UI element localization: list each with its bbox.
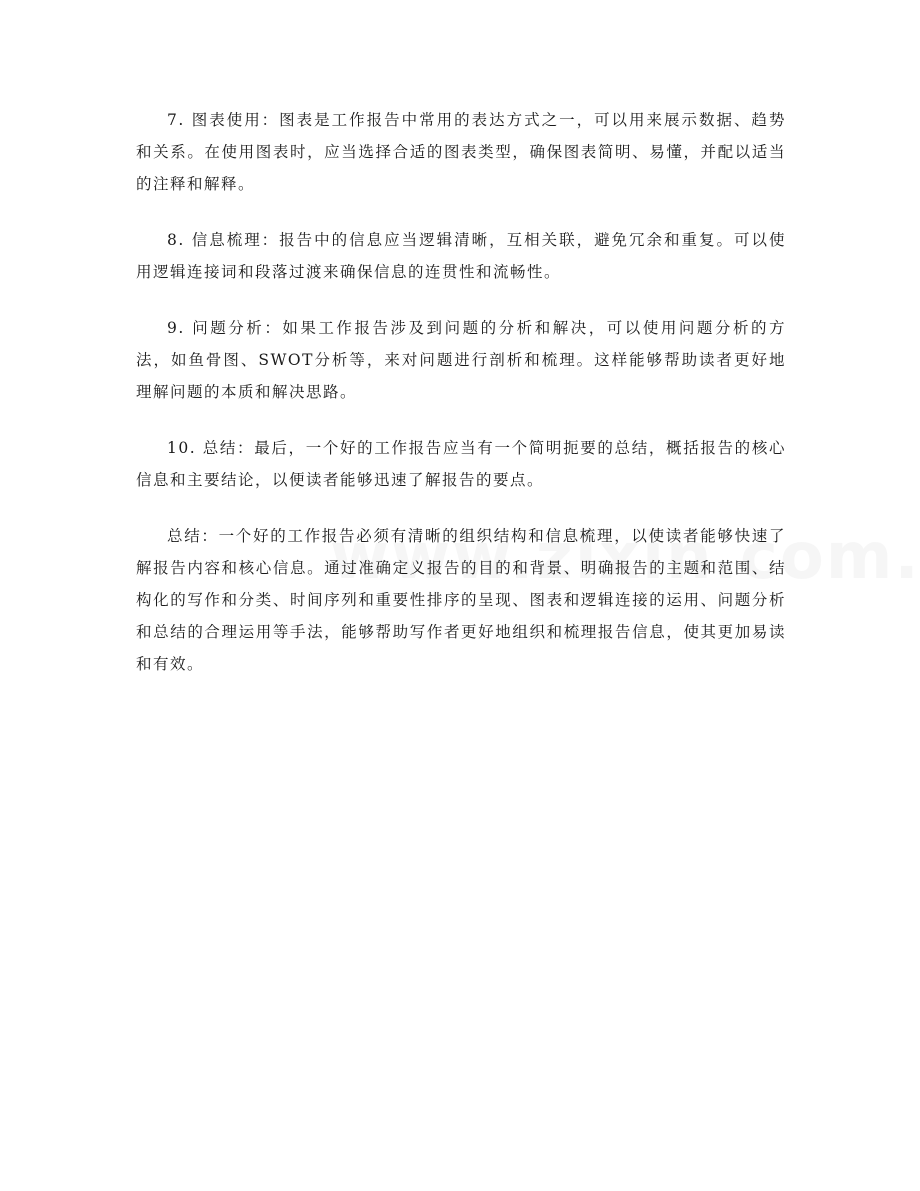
paragraph-chart-usage: 7. 图表使用：图表是工作报告中常用的表达方式之一，可以用来展示数据、趋势和关系。在使用图表时，应当选择合适的图表类型，确保图表简明、易懂，并配以适当的注释和解释。: [136, 111, 786, 193]
paragraph-summary: 总结：一个好的工作报告必须有清晰的组织结构和信息梳理，以使读者能够快速了解报告内容和核心信息。通过准确定义报告的目的和背景、明确报告的主题和范围、结构化的写作和分类、时间序列和重要性排序的呈现、图表和逻辑连接的运用、问题分析和总结的合理运用等手法，能够帮助写作者更好地组织和梳理报告信息，使其更加易读和有效。: [136, 527, 786, 673]
paragraph-problem-analysis: 9. 问题分析：如果工作报告涉及到问题的分析和解决，可以使用问题分析的方法，如鱼骨图、SWOT分析等，来对问题进行剖析和梳理。这样能够帮助读者更好地理解问题的本质和解决思路。: [136, 319, 786, 401]
paragraph-conclusion-item: 10. 总结：最后，一个好的工作报告应当有一个简明扼要的总结，概括报告的核心信息和主要结论，以便读者能够迅速了解报告的要点。: [136, 439, 786, 489]
paragraph-information-organization: 8. 信息梳理：报告中的信息应当逻辑清晰，互相关联，避免冗余和重复。可以使用逻辑连接词和段落过渡来确保信息的连贯性和流畅性。: [136, 231, 786, 281]
document-body: [136, 104, 786, 704]
